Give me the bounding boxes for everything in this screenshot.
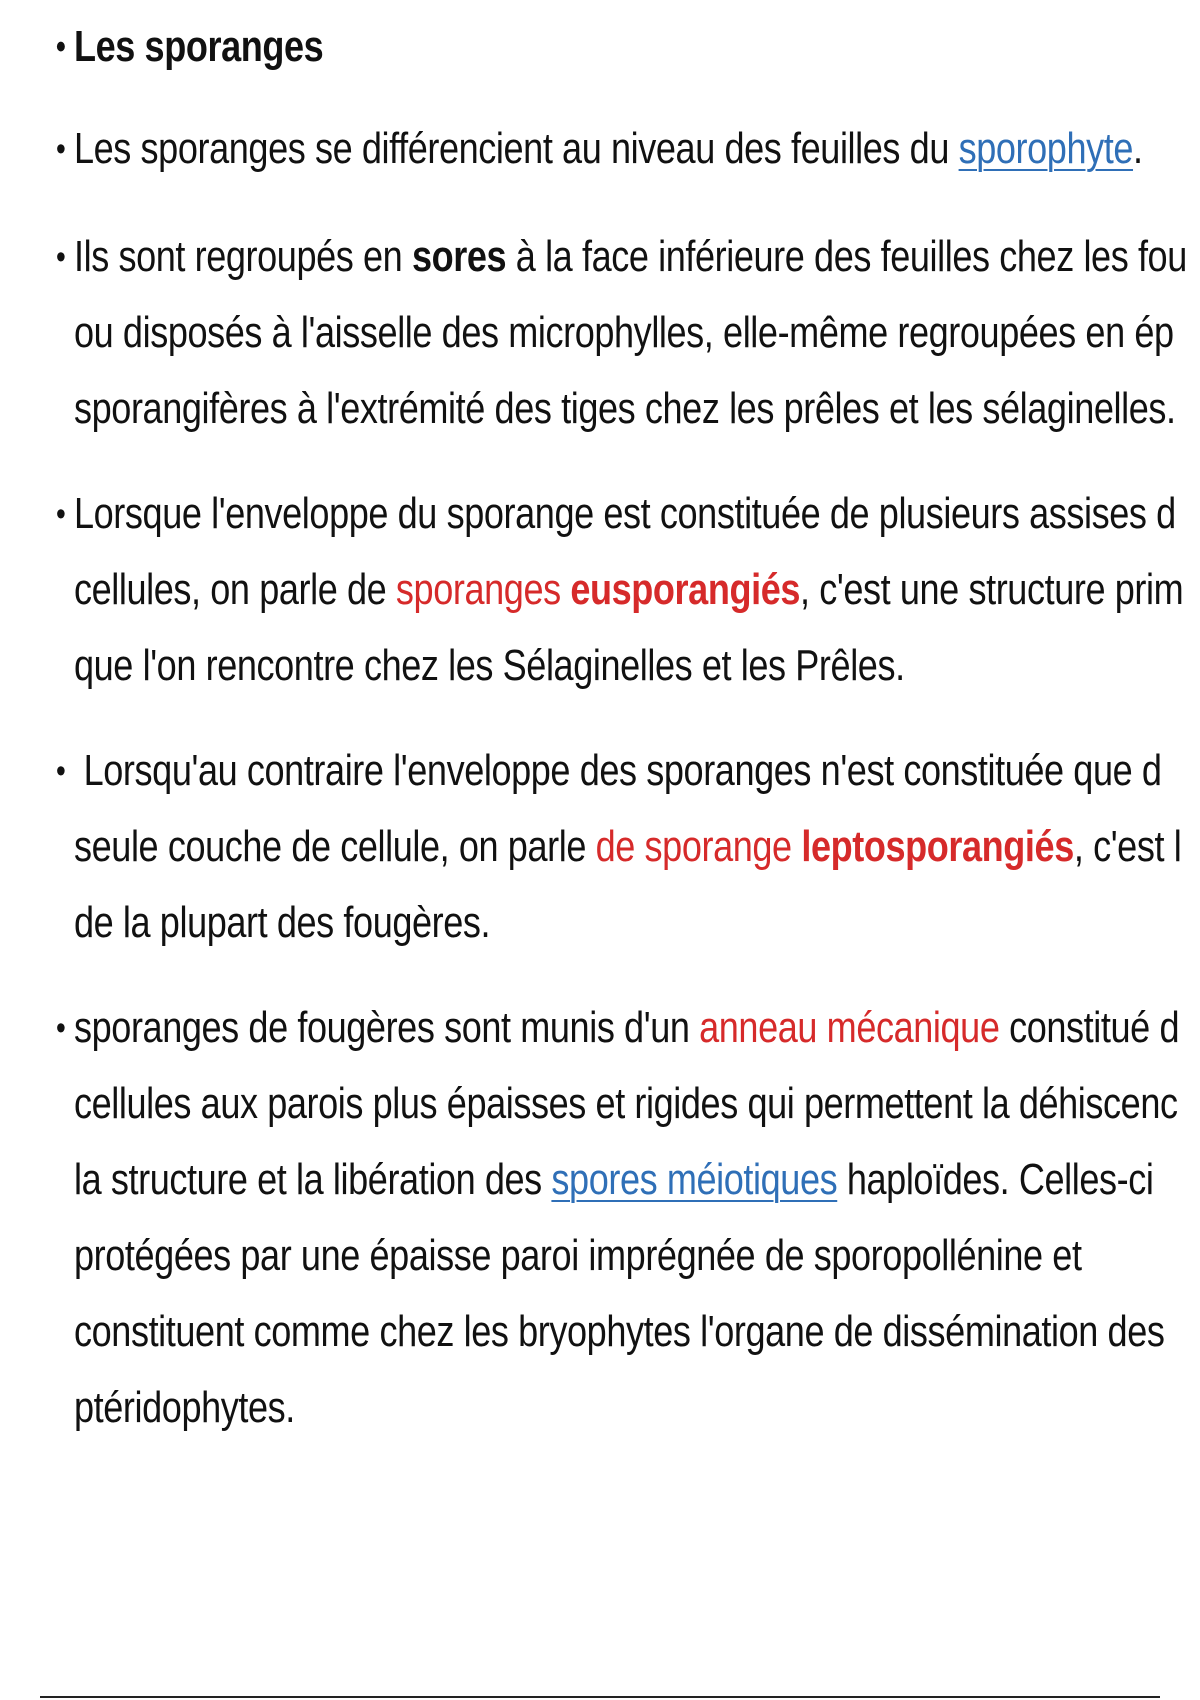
text-line [74, 1142, 1179, 1218]
text-line [74, 219, 1187, 295]
text-line [74, 552, 1183, 628]
text-run: à la face inférieure des feuilles chez les fou [506, 232, 1187, 281]
bullet-icon: • [55, 752, 66, 790]
text-line: de la plupart des fougères. [74, 898, 491, 947]
bullet-leptosporangies [55, 733, 1182, 961]
text-run: la structure et la libération des [74, 1155, 552, 1204]
red-bold-term: leptosporangiés [801, 822, 1074, 871]
bullet-sores [55, 219, 1187, 447]
text-line: cellules aux parois plus épaisses et rigides qui permettent la déhiscenc [74, 1079, 1178, 1128]
text-run: Les sporanges se différencient au niveau des feuilles du [74, 124, 959, 173]
text-line: sporangifères à l'extrémité des tiges chez les prêles et les sélaginelles. [74, 384, 1176, 433]
text-line: Lorsqu'au contraire l'enveloppe des sporanges n'est constituée que d [74, 746, 1162, 795]
text-line [74, 111, 1143, 187]
text-run: , c'est une structure prim [800, 565, 1184, 614]
bullet-icon: • [55, 1009, 66, 1047]
bullet-icon: • [55, 28, 66, 66]
text-run: haploïdes. Celles-ci [837, 1155, 1154, 1204]
bullet-icon: • [55, 495, 66, 533]
text-run: constitué d [999, 1003, 1180, 1052]
bullet-eusporangies [55, 476, 1184, 704]
text-run: . [1133, 124, 1143, 173]
text-line: protégées par une épaisse paroi imprégnée de sporopollénine et [74, 1231, 1082, 1280]
text-run: cellules, on parle de [74, 565, 396, 614]
bullet-icon: • [55, 238, 66, 276]
bold-term: sores [411, 232, 507, 281]
text-line: que l'on rencontre chez les Sélaginelles et les Prêles. [74, 641, 905, 690]
red-term: sporanges [395, 565, 571, 614]
text-line: constituent comme chez les bryophytes l'organe de dissémination des [74, 1307, 1165, 1356]
text-line [74, 990, 1179, 1066]
red-bold-term: eusporangiés [570, 565, 801, 614]
text-line [74, 809, 1181, 885]
sporophyte-link[interactable]: sporophyte [958, 124, 1134, 173]
bullet-sporophyte [55, 111, 1143, 187]
text-line: ou disposés à l'aisselle des microphylles, elle-même regroupées en ép [74, 308, 1174, 357]
bullet-icon: • [55, 130, 66, 168]
text-run: , c'est l [1073, 822, 1182, 871]
bullet-anneau [55, 990, 1180, 1446]
text-run: Ils sont regroupés en [74, 232, 412, 281]
section-heading: Les sporanges [74, 22, 324, 71]
footer-divider [40, 1696, 1160, 1698]
red-term: de sporange [595, 822, 802, 871]
red-term: anneau mécanique [699, 1003, 1000, 1052]
heading-item [55, 9, 324, 85]
spores-link[interactable]: spores méiotiques [551, 1155, 838, 1204]
text-line: Lorsque l'enveloppe du sporange est constituée de plusieurs assises d [74, 489, 1176, 538]
text-line: ptéridophytes. [74, 1383, 295, 1432]
text-run: seule couche de cellule, on parle [74, 822, 596, 871]
text-run: sporanges de fougères sont munis d'un [74, 1003, 700, 1052]
